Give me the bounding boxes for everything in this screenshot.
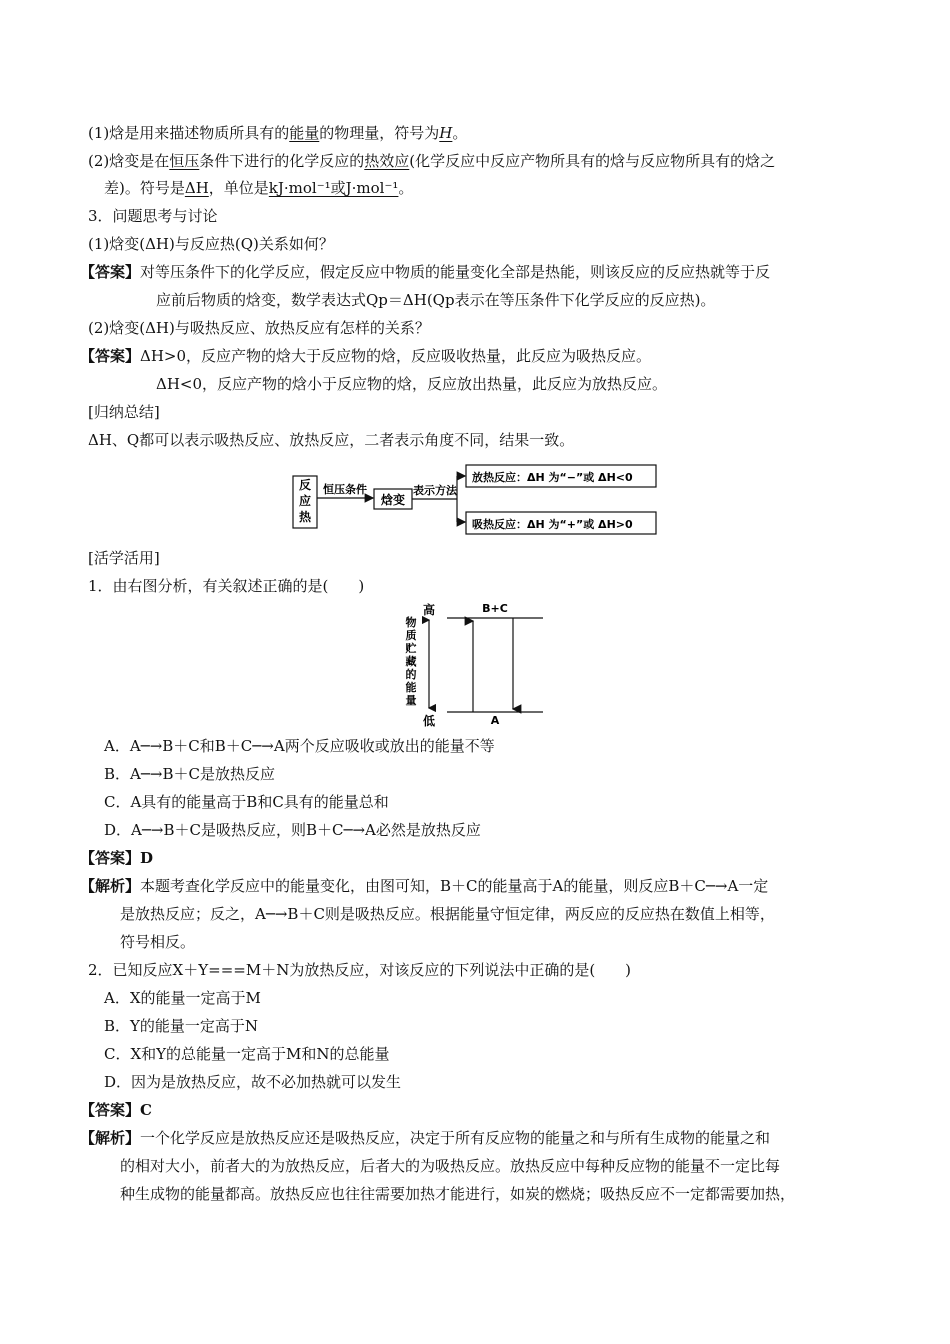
q1-explanation-line-2: 是放热反应；反之，A─→B＋C则是吸热反应。根据能量守恒定律，两反应的反应热在数值上相等，	[120, 905, 775, 923]
axis-char: 的	[405, 668, 417, 681]
q2-explanation-line-2: 的相对大小，前者大的为放热反应，后者大的为吸热反应。放热反应中每种反应物的能量不一定比每	[120, 1157, 781, 1175]
underlined-term: 恒压	[169, 152, 200, 170]
q1-option-b: B．A─→B＋C是放热反应	[104, 765, 275, 783]
text: (1)焓是用来描述物质所具有的	[88, 124, 290, 142]
q2-option-d: D．因为是放热反应，故不必加热就可以发生	[104, 1073, 402, 1091]
box1-char: 热	[298, 510, 312, 524]
q1-option-a: A．A─→B＋C和B＋C─→A两个反应吸收或放出的能量不等	[104, 737, 495, 755]
axis-char: 物	[405, 616, 417, 629]
text: 对等压条件下的化学反应，假定反应中物质的能量变化全部是热能，则该反应的反应热就等于反	[140, 263, 771, 281]
q2-explanation-line-3: 种生成物的能量都高。放热反应也往往需要加热才能进行，如炭的燃烧；吸热反应不一定都需要加热，	[120, 1185, 796, 1203]
explanation-tag: 【解析】	[80, 877, 141, 895]
exothermic-label: 放热反应：ΔH 为“−”或 ΔH<0	[472, 471, 633, 484]
q2-option-b: B．Y的能量一定高于N	[104, 1017, 259, 1035]
underlined-symbol: H	[439, 124, 453, 142]
summary-tag: [归纳总结]	[88, 403, 160, 421]
text: ，单位是	[208, 179, 269, 197]
q1-option-c: C．A具有的能量高于B和C具有的能量总和	[104, 793, 389, 811]
enthalpy-flowchart	[285, 462, 665, 540]
box2-label: 焓变	[380, 493, 406, 507]
axis-char: 量	[405, 694, 417, 707]
high-label: 高	[422, 603, 436, 617]
level-bottom-label: A	[490, 714, 500, 727]
explanation-tag: 【解析】	[80, 1129, 141, 1147]
q2-explanation-line-1	[80, 1128, 770, 1148]
text: 条件下进行的化学反应的	[199, 152, 365, 170]
q1-option-d: D．A─→B＋C是吸热反应，则B＋C─→A必然是放热反应	[104, 821, 481, 839]
underlined-term: 能量	[289, 124, 320, 142]
underlined-unit: kJ·mol⁻¹或J·mol⁻¹	[268, 179, 399, 197]
answer-tag: 【答案】	[80, 347, 141, 365]
box1-char: 应	[298, 494, 312, 508]
practice-question-2: 2．已知反应X＋Y===M＋N为放热反应，对该反应的下列说法中正确的是( )	[88, 961, 632, 979]
practice-tag: [活学活用]	[88, 549, 160, 567]
text: 本题考查化学反应中的能量变化，由图可知，B＋C的能量高于A的能量，则反应B＋C─→A一定	[140, 877, 769, 895]
q2-option-c: C．X和Y的总能量一定高于M和N的总能量	[104, 1045, 390, 1063]
answer-1-line-2: 应前后物质的焓变，数学表达式Qp＝ΔH(Qp表示在等压条件下化学反应的反应热)。	[156, 291, 716, 309]
answer-2-line-1	[80, 346, 651, 366]
q1-explanation-line-1	[80, 876, 768, 896]
intro-line-2	[88, 151, 775, 171]
q2-answer: 【答案】C	[80, 1101, 152, 1119]
arrow1-label: 恒压条件	[323, 483, 367, 496]
intro-line-3	[104, 178, 413, 198]
text: (化学反应中反应产物所具有的焓与反应物所具有的焓之	[409, 152, 776, 170]
intro-line-1	[88, 123, 467, 143]
level-top-label: B+C	[482, 602, 508, 615]
text: ΔH>0，反应产物的焓大于反应物的焓，反应吸收热量，此反应为吸热反应。	[140, 347, 652, 365]
question-2: (2)焓变(ΔH)与吸热反应、放热反应有怎样的关系？	[88, 319, 430, 337]
axis-char: 藏	[405, 655, 417, 668]
text: 。	[398, 179, 414, 197]
low-label: 低	[422, 714, 436, 728]
underlined-term: 热效应	[364, 152, 410, 170]
question-1: (1)焓变(ΔH)与反应热(Q)关系如何？	[88, 235, 334, 253]
section-title: 3．问题思考与讨论	[88, 207, 218, 225]
energy-level-diagram	[395, 598, 555, 728]
text: (2)焓变是在	[88, 152, 170, 170]
box1-char: 反	[298, 478, 312, 492]
axis-char: 能	[405, 681, 417, 694]
axis-char: 贮	[405, 642, 417, 655]
text: 一个化学反应是放热反应还是吸热反应，决定于所有反应物的能量之和与所有生成物的能量之和	[140, 1129, 771, 1147]
answer-2-line-2: ΔH<0，反应产物的焓小于反应物的焓，反应放出热量，此反应为放热反应。	[156, 375, 668, 393]
q2-option-a: A．X的能量一定高于M	[104, 989, 261, 1007]
answer-tag: 【答案】	[80, 263, 141, 281]
answer-1-line-1	[80, 262, 770, 282]
text: 。	[452, 124, 468, 142]
text: 差)。符号是	[104, 179, 185, 197]
text: 的物理量，符号为	[319, 124, 440, 142]
summary-text: ΔH、Q都可以表示吸热反应、放热反应，二者表示角度不同，结果一致。	[88, 431, 575, 449]
q1-answer: 【答案】D	[80, 849, 154, 867]
q1-explanation-line-3: 符号相反。	[120, 933, 196, 951]
endothermic-label: 吸热反应：ΔH 为“+”或 ΔH>0	[472, 518, 633, 531]
practice-question-1: 1．由右图分析，有关叙述正确的是( )	[88, 577, 365, 595]
arrow2-label: 表示方法	[413, 484, 457, 497]
axis-char: 质	[405, 629, 417, 642]
underlined-symbol: ΔH	[184, 179, 209, 197]
